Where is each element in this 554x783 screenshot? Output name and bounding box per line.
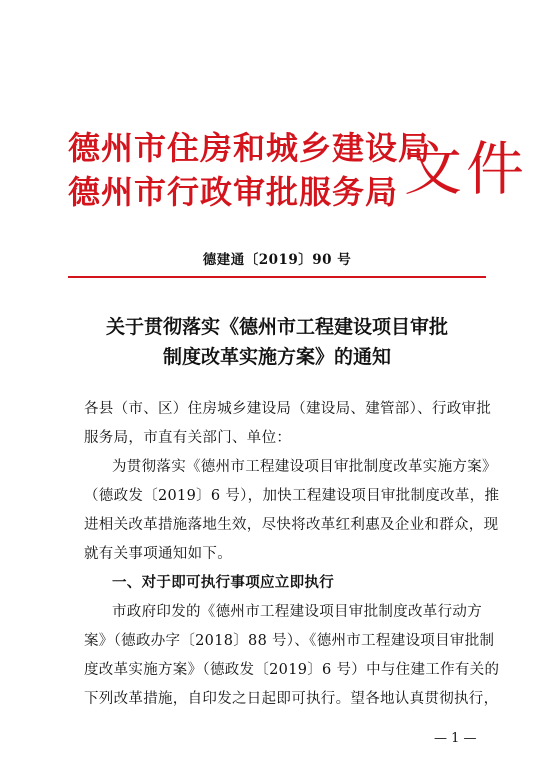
body-line: 服务局，市直有关部门、单位： (84, 430, 292, 446)
body-line: 案》（德政办字〔2018〕88 号）、《德州市工程建设项目审批制 (84, 633, 495, 649)
issuer-line-2: 德州市行政审批服务局 (68, 173, 399, 211)
document-type-label: 文件 (404, 135, 529, 203)
body-line: 为贯彻落实《德州市工程建设项目审批制度改革实施方案》 (112, 459, 497, 475)
body-line: 就有关事项通知如下。 (84, 546, 232, 562)
body-line: 各县（市、区）住房城乡建设局（建设局、建管部）、行政审批 (84, 401, 492, 417)
issuer-line-1: 德州市住房和城乡建设局 (68, 129, 432, 167)
body-line: 度改革实施方案》（德政发〔2019〕6 号）中与住建工作有关的 (84, 662, 500, 678)
title-line-1: 关于贯彻落实《德州市工程建设项目审批 (105, 316, 448, 338)
document-number: 德建通〔2019〕90 号 (202, 252, 352, 268)
body-line: 进相关改革措施落地生效，尽快将改革红利惠及企业和群众，现 (84, 517, 499, 533)
section-heading: 一、对于即可执行事项应立即执行 (112, 575, 334, 591)
body-line: 下列改革措施，自印发之日起即可执行。望各地认真贯彻执行， (84, 691, 499, 707)
page-number: — 1 — (434, 731, 477, 746)
body-line: （德政发〔2019〕6 号），加快工程建设项目审批制度改革，推 (84, 488, 500, 504)
body-line: 市政府印发的《德州市工程建设项目审批制度改革行动方 (112, 604, 482, 620)
red-divider (68, 276, 486, 278)
title-line-2: 制度改革实施方案》的通知 (162, 346, 391, 368)
